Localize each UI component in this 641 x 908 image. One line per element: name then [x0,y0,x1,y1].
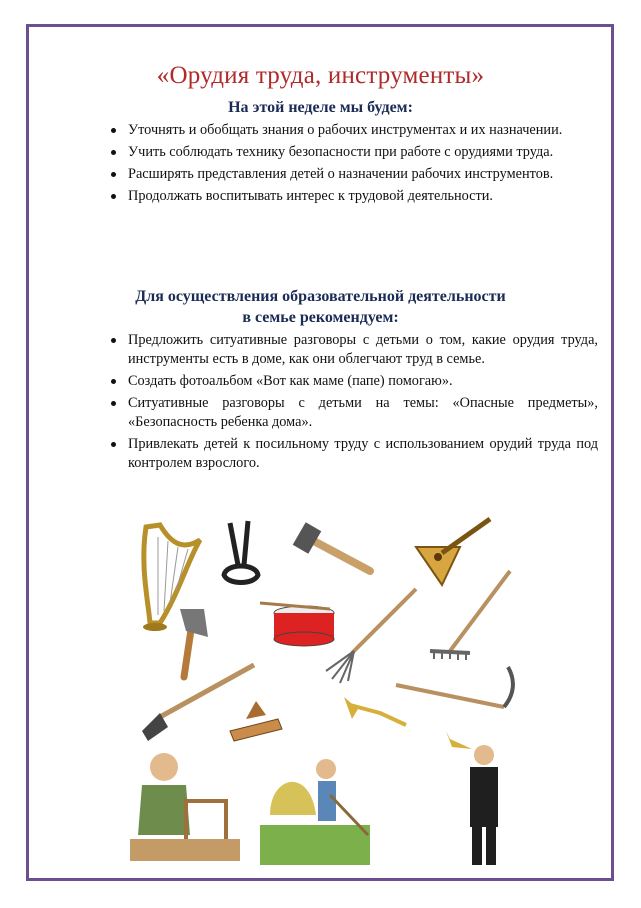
week-subtitle: На этой неделе мы будем: [228,99,413,116]
list-item: Ситуативные разговоры с детьми на темы: «Опасные предметы», «Безопасность ребенка дома». [103,394,598,432]
list-item: Учить соблюдать технику безопасности при работе с орудиями труда. [103,143,598,162]
trumpeter-icon [446,731,498,865]
list-item: Расширять представления детей о назначении рабочих инструментов. [103,165,598,184]
family-recommendations-list [103,331,598,476]
page-title: «Орудия труда, инструменты» [156,62,485,89]
balalaika-icon [416,519,490,585]
pincers-icon [224,521,258,583]
list-item: Привлекать детей к посильному труду с использованием орудий труда под контролем взрослого. [103,435,598,473]
tools-illustrations [120,505,530,877]
hammer-icon [293,522,370,571]
axe-icon [180,609,208,677]
list-item: Продолжать воспитывать интерес к трудовой деятельности. [103,187,598,206]
week-goals-list [103,121,598,209]
carpenter-icon [130,753,240,861]
list-item: Предложить ситуативные разговоры с детьми о том, какие орудия труда, инструменты есть в доме, как они облегчают труд в семье. [103,331,598,369]
list-item: Уточнять и обобщать знания о рабочих инструментах и их назначении. [103,121,598,140]
family-heading-line1: Для осуществления образовательной деятельности [135,288,506,305]
scythe-icon [396,667,513,707]
drum-icon [260,603,334,646]
plane-icon [230,701,282,741]
trumpet-icon [344,697,406,725]
list-item: Создать фотоальбом «Вот как маме (папе) помогаю». [103,372,598,391]
mower-icon [260,759,370,865]
pitchfork-icon [326,589,416,683]
family-heading-line2: в семье рекомендуем: [242,309,399,326]
